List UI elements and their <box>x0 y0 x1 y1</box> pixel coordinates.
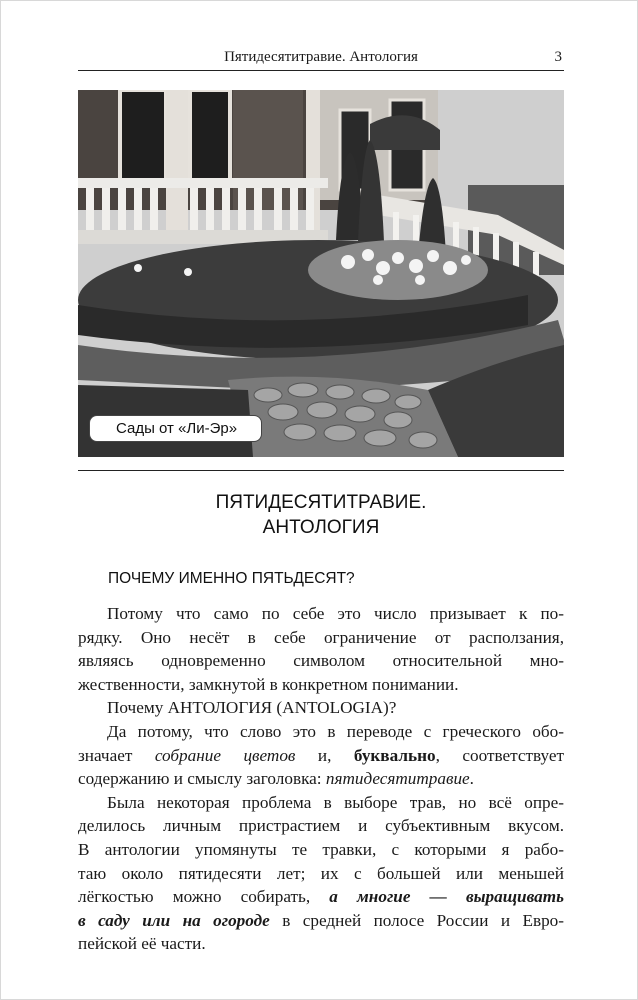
paragraph-line: Да потому, что слово это в переводе с греческого обо- <box>107 721 564 741</box>
page-number: 3 <box>554 49 562 65</box>
chapter-title <box>78 490 564 540</box>
running-title: Пятидесятитравие. Антология <box>224 49 418 65</box>
text-run: содержанию и смыслу заголовка: <box>78 769 326 789</box>
bold-italic-run: в саду или на огороде <box>78 910 270 930</box>
paragraph-line: Почему АНТОЛОГИЯ (ANTOLOGIA)? <box>107 698 397 718</box>
paragraph-line <box>78 885 564 909</box>
paragraph-line: Потому что само по себе это число призывает к по- <box>107 604 564 623</box>
body-text <box>78 602 564 956</box>
paragraph-line: рядку. Оно несёт в себе ограничение от расползания, <box>78 627 564 647</box>
paragraph-line: В антологии упомянуты те травки, с которыми я рабо- <box>78 839 564 859</box>
divider <box>78 470 564 471</box>
text-run: , соответствует <box>435 745 564 765</box>
text-run: в средней полосе России и Евро- <box>269 910 564 930</box>
text-run: и, <box>295 745 354 765</box>
paragraph-line: таю около пятидесяти лет; их с большей или меньшей <box>78 863 564 883</box>
paragraph-line: являясь одновременно символом относительной мно- <box>78 651 564 671</box>
text-run: лёгкостью можно собирать, <box>78 887 330 907</box>
photo-caption: Сады от «Ли-Эр» <box>90 416 261 441</box>
section-heading: ПОЧЕМУ ИМЕННО ПЯТЬДЕСЯТ? <box>108 570 355 587</box>
text-run: значает <box>78 745 155 765</box>
paragraph-line: пейской её части. <box>78 934 206 954</box>
paragraph-line <box>78 744 564 768</box>
italic-run: пятидесятитравие <box>325 769 470 789</box>
paragraph-line <box>78 767 564 791</box>
paragraph-line: Была некоторая проблема в выборе трав, но всё опре- <box>107 792 564 812</box>
running-head <box>78 48 564 71</box>
garden-photo-illustration <box>78 90 564 457</box>
bold-italic-run: а многие — выращивать <box>329 887 564 907</box>
bold-run: буквально <box>353 745 436 765</box>
garden-photo <box>78 90 564 457</box>
italic-run: собрание цветов <box>154 745 296 765</box>
paragraph-line: делилось личным пристрастием и субъективным вкусом. <box>78 816 564 836</box>
chapter-title-line-2: АНТОЛОГИЯ <box>262 517 380 538</box>
paragraph-line: жественности, замкнутой в конкретном понимании. <box>78 674 459 694</box>
chapter-title-line-1: ПЯТИДЕСЯТИТРАВИЕ. <box>215 492 427 513</box>
paragraph-line <box>78 909 564 933</box>
text-run: . <box>469 769 474 789</box>
